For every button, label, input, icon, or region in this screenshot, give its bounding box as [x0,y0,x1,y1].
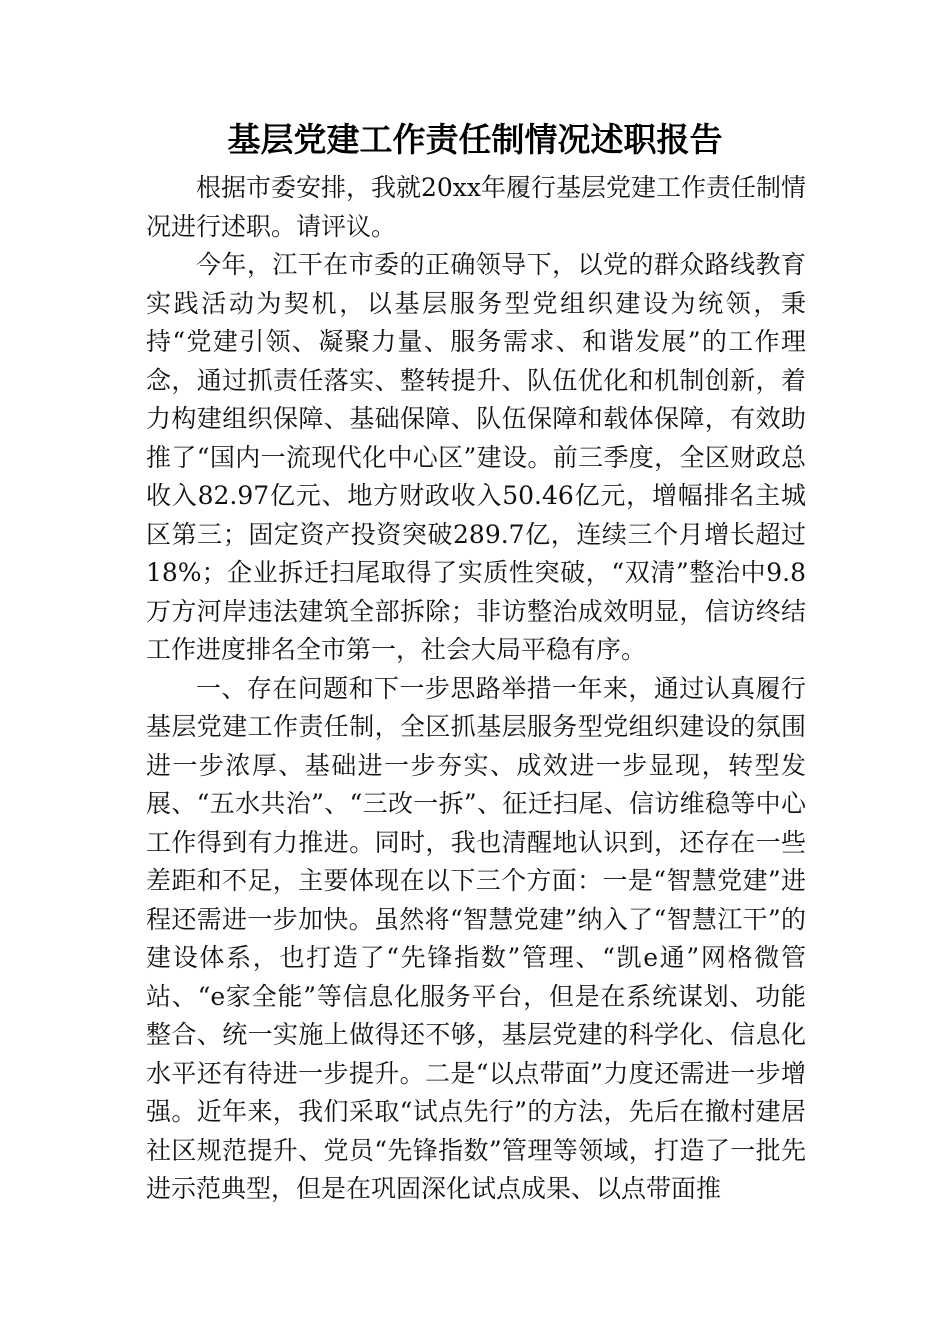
paragraph-achievements: 今年，江干在市委的正确领导下，以党的群众路线教育实践活动为契机，以基层服务型党组织建设为统领，秉持“党建引领、凝聚力量、服务需求、和谐发展”的工作理念，通过抓责任落实、整转提升、队伍优化和机制创新，着力构建组织保障、基础保障、队伍保障和载体保障，有效助推了“国内一流现代化中心区”建设。前三季度，全区财政总收入82.97亿元、地方财政收入50.46亿元，增幅排名主城区第三；固定资产投资突破289.7亿，连续三个月增长超过18%；企业拆迁扫尾取得了实质性突破，“双清”整治中9.8万方河岸违法建筑全部拆除；非访整治成效明显，信访终结工作进度排名全市第一，社会大局平稳有序。 [146,250,806,664]
document-body [146,169,806,1209]
document-title: 基层党建工作责任制情况述职报告 [227,120,723,159]
paragraph-problems: 一、存在问题和下一步思路举措一年来，通过认真履行基层党建工作责任制，全区抓基层服务型党组织建设的氛围进一步浓厚、基础进一步夯实、成效进一步显现，转型发展、“五水共治”、“三改一拆”、征迁扫尾、信访维稳等中心工作得到有力推进。同时，我也清醒地认识到，还存在一些差距和不足，主要体现在以下三个方面：一是“智慧党建”进程还需进一步加快。虽然将“智慧党建”纳入了“智慧江干”的建设体系，也打造了“先锋指数”管理、“凯e通”网格微管站、“e家全能”等信息化服务平台，但是在系统谋划、功能整合、统一实施上做得还不够，基层党建的科学化、信息化水平还有待进一步提升。二是“以点带面”力度还需进一步增强。近年来，我们采取“试点先行”的方法，先后在撤村建居社区规范提升、党员“先锋指数”管理等领域，打造了一批先进示范典型，但是在巩固深化试点成果、以点带面推 [146,673,806,1203]
paragraph-intro: 根据市委安排，我就20xx年履行基层党建工作责任制情况进行述职。请评议。 [146,173,807,241]
